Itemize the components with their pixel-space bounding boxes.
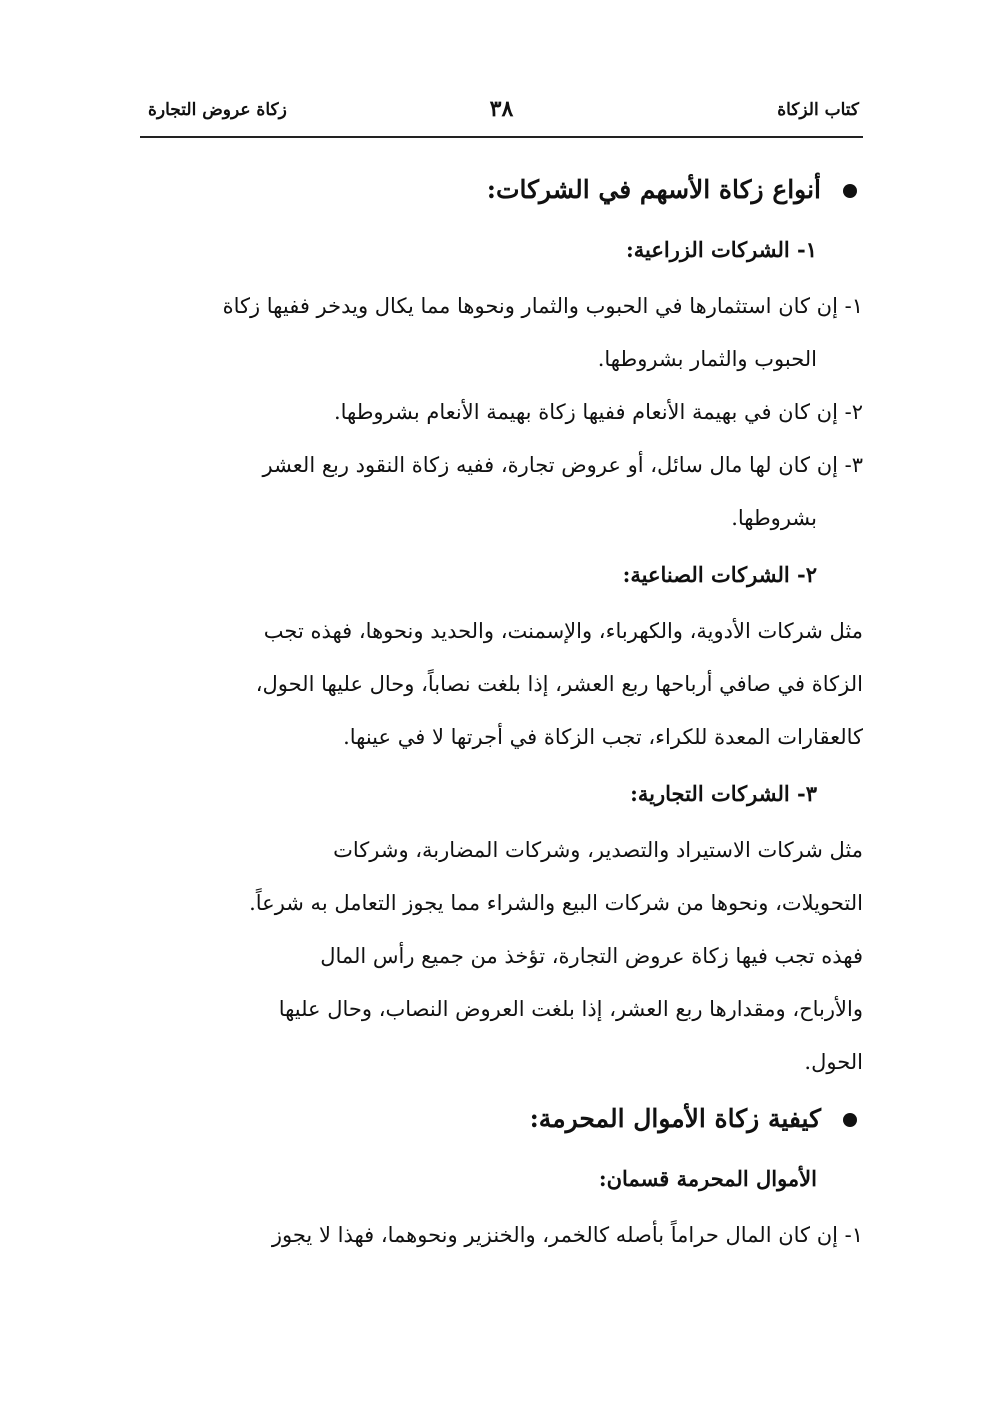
subheading-agricultural-companies: ١- الشركات الزراعية:: [625, 237, 817, 262]
running-header: [140, 96, 863, 138]
paragraph-industrial-line-1: مثل شركات الأدوية، والكهرباء، والإسمنت، والحديد ونحوها، فهذه تجب: [263, 619, 863, 643]
header-book-title: كتاب الزكاة: [777, 100, 859, 120]
paragraph-industrial-line-3: كالعقارات المعدة للكراء، تجب الزكاة في أجرتها لا في عينها.: [343, 725, 863, 749]
list-item-3-line-1: ٣- إن كان لها مال سائل، أو عروض تجارة، ففيه زكاة النقود ربع العشر: [262, 453, 863, 477]
subheading-commercial-companies: ٣- الشركات التجارية:: [630, 781, 817, 806]
heading-text: أنواع زكاة الأسهم في الشركات:: [486, 175, 821, 204]
list-item-1-line-1: ١- إن كان استثمارها في الحبوب والثمار ونحوها مما يكال ويدخر ففيها زكاة: [222, 294, 863, 318]
page-number: ٣٨: [489, 96, 514, 122]
list-item-3-line-2: بشروطها.: [731, 506, 817, 530]
page-body: [139, 160, 863, 1262]
bullet-icon: [843, 184, 857, 198]
paragraph-commercial-line-2: التحويلات، ونحوها من شركات البيع والشراء مما يجوز التعامل به شرعاً.: [249, 891, 863, 915]
subheading-forbidden-wealth-types: الأموال المحرمة قسمان:: [598, 1166, 817, 1191]
section-heading-forbidden-wealth: [139, 1089, 863, 1149]
paragraph-trade-goods-line-2: والأرباح، ومقدارها ربع العشر، إذا بلغت العروض النصاب، وحال عليها: [278, 997, 863, 1021]
header-chapter-title: زكاة عروض التجارة: [148, 100, 287, 120]
list-item-forbidden-1: ١- إن كان المال حراماً بأصله كالخمر، والخنزير ونحوهما، فهذا لا يجوز: [271, 1223, 863, 1247]
section-heading-share-zakat-types: [139, 160, 863, 220]
subheading-industrial-companies: ٢- الشركات الصناعية:: [622, 562, 817, 587]
paragraph-trade-goods-line-1: فهذه تجب فيها زكاة عروض التجارة، تؤخذ من جميع رأس المال: [320, 944, 863, 968]
bullet-icon: [843, 1113, 857, 1127]
paragraph-trade-goods-line-3: الحول.: [804, 1050, 863, 1074]
list-item-1-line-2: الحبوب والثمار بشروطها.: [597, 347, 817, 371]
list-item-2: ٢- إن كان في بهيمة الأنعام ففيها زكاة بهيمة الأنعام بشروطها.: [333, 400, 863, 424]
paragraph-industrial-line-2: الزكاة في صافي أرباحها ربع العشر، إذا بلغت نصاباً، وحال عليها الحول،: [255, 672, 863, 696]
heading-text: كيفية زكاة الأموال المحرمة:: [529, 1104, 821, 1133]
paragraph-commercial-line-1: مثل شركات الاستيراد والتصدير، وشركات المضاربة، وشركات: [333, 838, 863, 862]
